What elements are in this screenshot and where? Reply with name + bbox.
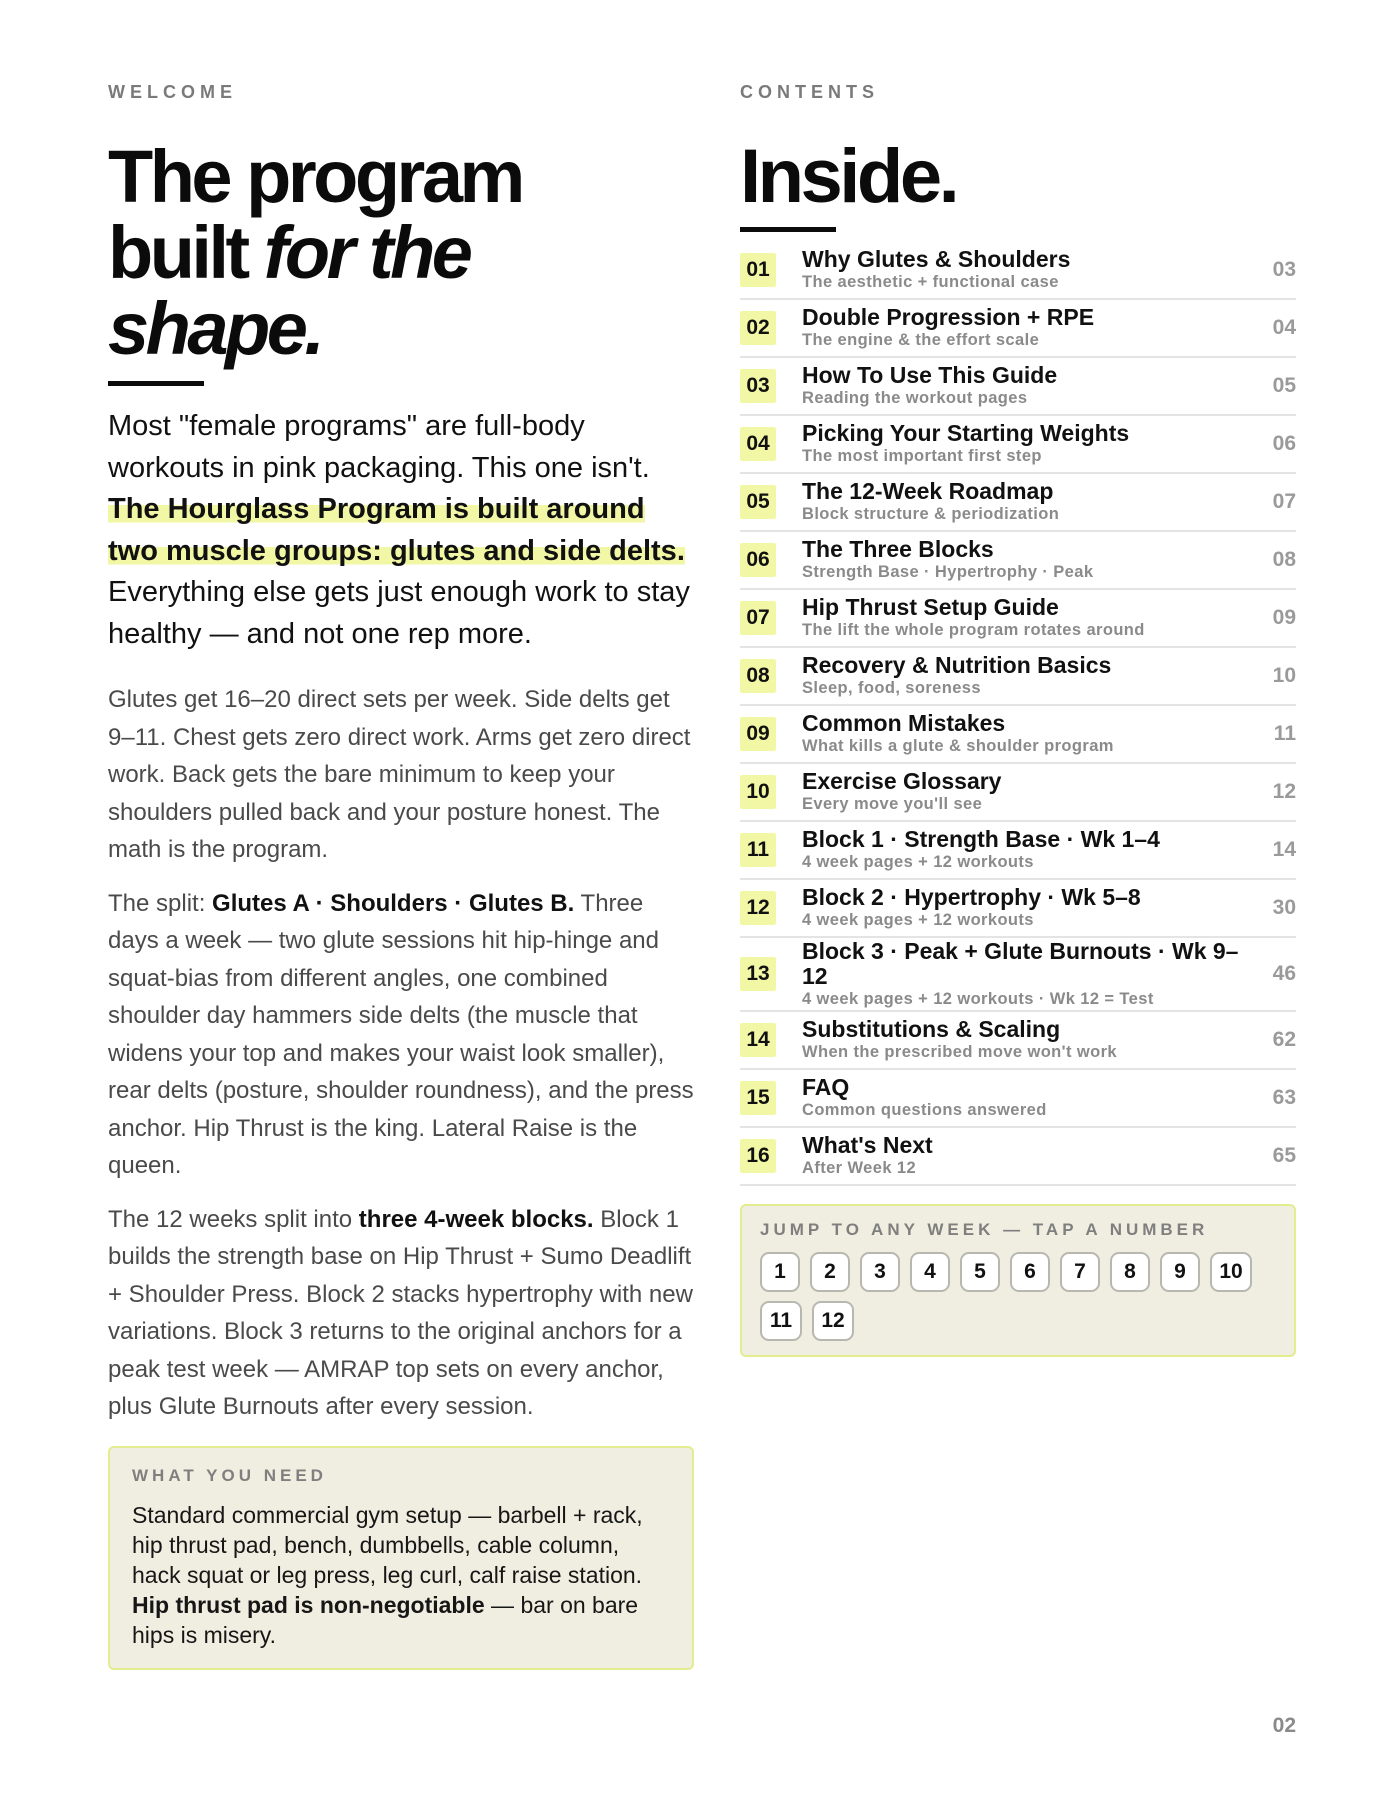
- blocks-lead: The 12 weeks split into: [108, 1205, 359, 1233]
- hero-divider: [108, 381, 204, 386]
- toc-item-subtitle: Block structure & periodization: [802, 505, 1060, 523]
- toc-item-subtitle: Sleep, food, soreness: [802, 679, 981, 697]
- need-text-tail: — bar on bare hips is misery.: [132, 1591, 639, 1648]
- split-bold: Glutes A · Shoulders · Glutes B.: [212, 889, 575, 917]
- toc-item-text: [802, 595, 1240, 641]
- toc-item-title: Why Glutes & Shoulders: [802, 246, 1071, 272]
- lead-text-2: Everything else gets just enough work to stay healthy — and not one rep more.: [108, 576, 690, 650]
- toc-item-page: 06: [1272, 432, 1296, 455]
- toc-item-number: 06: [740, 543, 776, 577]
- toc-item[interactable]: [740, 880, 1296, 938]
- body-paragraph-sets: Glutes get 16–20 direct sets per week. Side delts get 9–11. Chest gets zero direct work. Arms get zero direct work. Back gets the bare minimum to keep your shoulders pulled back and your posture honest. The math is the program.: [108, 686, 691, 863]
- toc-item-number: 04: [740, 427, 776, 461]
- week-8-button[interactable]: 8: [1110, 1252, 1150, 1292]
- toc-item[interactable]: [740, 938, 1296, 1012]
- toc-item[interactable]: [740, 474, 1296, 532]
- toc-item-page: 10: [1272, 664, 1296, 687]
- toc-item-number: 14: [740, 1023, 776, 1057]
- hero-line-2a: built: [108, 211, 264, 294]
- toc-item-page: 08: [1272, 548, 1296, 571]
- toc-item-text: [802, 885, 1240, 931]
- table-of-contents: [740, 242, 1296, 1186]
- toc-item-text: [802, 827, 1240, 873]
- toc-item-number: 02: [740, 311, 776, 345]
- week-9-button[interactable]: 9: [1160, 1252, 1200, 1292]
- lead-text-1: Most "female programs" are full-body workouts in pink packaging. This one isn't.: [108, 410, 650, 484]
- toc-item-number: 03: [740, 369, 776, 403]
- toc-item-page: 07: [1272, 490, 1296, 513]
- toc-item-title: Double Progression + RPE: [802, 304, 1095, 330]
- toc-item-title: Picking Your Starting Weights: [802, 420, 1130, 446]
- toc-item-text: [802, 479, 1240, 525]
- split-rest: Three days a week — two glute sessions hit hip-hinge and squat-bias from different angles, one combined shoulder day hammers side delts (the muscle that widens your top and makes your waist look smaller), rear delts (posture, shoulder roundness), and the press anchor. Hip Thrust is the king. Lateral Raise is the queen.: [108, 889, 694, 1179]
- week-11-button[interactable]: 11: [760, 1301, 802, 1341]
- toc-item[interactable]: [740, 532, 1296, 590]
- toc-item-page: 11: [1273, 722, 1296, 745]
- toc-item[interactable]: [740, 1070, 1296, 1128]
- toc-item-number: 08: [740, 659, 776, 693]
- hero-headline: [108, 135, 694, 370]
- toc-item-subtitle: Every move you'll see: [802, 795, 983, 813]
- week-5-button[interactable]: 5: [960, 1252, 1000, 1292]
- toc-item-title: Hip Thrust Setup Guide: [802, 594, 1059, 620]
- jump-to-week-box: [740, 1204, 1296, 1357]
- toc-item-number: 15: [740, 1081, 776, 1115]
- week-10-button[interactable]: 10: [1210, 1252, 1252, 1292]
- jump-eyebrow: JUMP TO ANY WEEK — TAP A NUMBER: [760, 1220, 1209, 1239]
- toc-item-text: [802, 421, 1240, 467]
- hero-line-3: shape.: [108, 287, 322, 370]
- toc-item-title: The Three Blocks: [802, 536, 994, 562]
- toc-item-subtitle: The engine & the effort scale: [802, 331, 1040, 349]
- toc-item-title: Block 1 · Strength Base · Wk 1–4: [802, 826, 1160, 852]
- toc-item-text: [802, 711, 1240, 757]
- toc-item[interactable]: [740, 822, 1296, 880]
- toc-item-text: [802, 939, 1240, 1010]
- toc-item-title: The 12-Week Roadmap: [802, 478, 1054, 504]
- toc-item-number: 07: [740, 601, 776, 635]
- toc-item-text: [802, 363, 1240, 409]
- what-you-need-box: [108, 1446, 694, 1670]
- toc-item-number: 09: [740, 717, 776, 751]
- toc-item-number: 10: [740, 775, 776, 809]
- toc-item-text: [802, 1075, 1240, 1121]
- what-you-need-text: [132, 1500, 672, 1650]
- toc-item-title: Recovery & Nutrition Basics: [802, 652, 1112, 678]
- toc-item[interactable]: [740, 590, 1296, 648]
- toc-item[interactable]: [740, 416, 1296, 474]
- toc-item[interactable]: [740, 648, 1296, 706]
- toc-item-page: 04: [1272, 316, 1296, 339]
- toc-item-subtitle: The most important first step: [802, 447, 1042, 465]
- toc-item-number: 01: [740, 253, 776, 287]
- page-number: 02: [1272, 1714, 1296, 1737]
- contents-title: Inside.: [740, 134, 957, 219]
- week-12-button[interactable]: 12: [812, 1301, 854, 1341]
- toc-item-text: [802, 537, 1240, 583]
- toc-item-text: [802, 769, 1240, 815]
- what-you-need-eyebrow: WHAT YOU NEED: [132, 1465, 327, 1485]
- week-2-button[interactable]: 2: [810, 1252, 850, 1292]
- toc-item-page: 05: [1272, 374, 1296, 397]
- toc-item-page: 65: [1272, 1144, 1296, 1167]
- contents-column: [740, 82, 1296, 1357]
- welcome-column: [108, 82, 694, 1670]
- toc-item-page: 30: [1272, 896, 1296, 919]
- toc-item-title: How To Use This Guide: [802, 362, 1058, 388]
- toc-item-title: Common Mistakes: [802, 710, 1006, 736]
- toc-item-title: FAQ: [802, 1074, 850, 1100]
- toc-item-text: [802, 305, 1240, 351]
- blocks-rest: Block 1 builds the strength base on Hip Thrust + Sumo Deadlift + Shoulder Press. Block 2 stacks hypertrophy with new variations. Block 3 returns to the original anchors for a peak test week — AMRAP top sets on every anchor, plus Glute Burnouts after every session.: [108, 1205, 693, 1420]
- toc-item-page: 09: [1272, 606, 1296, 629]
- toc-item-title: What's Next: [802, 1132, 933, 1158]
- toc-item[interactable]: [740, 300, 1296, 358]
- week-1-button[interactable]: 1: [760, 1252, 800, 1292]
- toc-item-number: 05: [740, 485, 776, 519]
- toc-item-subtitle: 4 week pages + 12 workouts: [802, 853, 1034, 871]
- blocks-bold: three 4-week blocks.: [358, 1205, 594, 1233]
- toc-item-subtitle: What kills a glute & shoulder program: [802, 737, 1114, 755]
- toc-item-subtitle: After Week 12: [802, 1159, 917, 1177]
- toc-item-subtitle: Reading the workout pages: [802, 389, 1028, 407]
- toc-item-title: Substitutions & Scaling: [802, 1016, 1061, 1042]
- split-lead: The split:: [108, 889, 213, 917]
- welcome-eyebrow: WELCOME: [108, 82, 237, 102]
- toc-item[interactable]: [740, 358, 1296, 416]
- week-6-button[interactable]: 6: [1010, 1252, 1050, 1292]
- contents-divider: [740, 227, 836, 232]
- hero-line-2b: for the: [263, 211, 470, 294]
- body-paragraph-split: [108, 885, 694, 1185]
- toc-item-subtitle: The lift the whole program rotates around: [802, 621, 1145, 639]
- toc-item-subtitle: 4 week pages + 12 workouts · Wk 12 = Test: [802, 989, 1154, 1008]
- toc-item-subtitle: Common questions answered: [802, 1101, 1047, 1119]
- week-4-button[interactable]: 4: [910, 1252, 950, 1292]
- body-paragraph-blocks: [108, 1201, 694, 1426]
- toc-item-subtitle: Strength Base · Hypertrophy · Peak: [802, 563, 1094, 581]
- toc-item[interactable]: [740, 706, 1296, 764]
- toc-item-title: Exercise Glossary: [802, 768, 1002, 794]
- need-text-main: Standard commercial gym setup — barbell + rack, hip thrust pad, bench, dumbbells, cable column, hack squat or leg press, leg curl, calf raise station.: [132, 1501, 643, 1588]
- toc-item-text: [802, 247, 1240, 293]
- toc-item-subtitle: 4 week pages + 12 workouts: [802, 911, 1034, 929]
- toc-item-number: 16: [740, 1139, 776, 1173]
- toc-item[interactable]: [740, 242, 1296, 300]
- toc-item-page: 63: [1272, 1086, 1296, 1109]
- week-7-button[interactable]: 7: [1060, 1252, 1100, 1292]
- toc-item[interactable]: [740, 1128, 1296, 1186]
- toc-item-title: Block 3 · Peak + Glute Burnouts · Wk 9–12: [802, 937, 1239, 989]
- lead-paragraph: [108, 406, 694, 655]
- week-3-button[interactable]: 3: [860, 1252, 900, 1292]
- toc-item-title: Block 2 · Hypertrophy · Wk 5–8: [802, 884, 1141, 910]
- toc-item-page: 12: [1272, 780, 1296, 803]
- need-text-bold: Hip thrust pad is non-negotiable: [132, 1591, 485, 1618]
- toc-item-number: 11: [740, 833, 776, 867]
- toc-item[interactable]: [740, 764, 1296, 822]
- week-buttons: [760, 1252, 1280, 1341]
- hero-line-1: The program: [108, 135, 522, 218]
- toc-item-text: [802, 1017, 1240, 1063]
- toc-item-page: 46: [1272, 962, 1296, 985]
- lead-highlight: The Hourglass Program is built around two muscle groups: glutes and side delts.: [108, 493, 685, 567]
- toc-item-number: 12: [740, 891, 776, 925]
- toc-item-page: 62: [1272, 1028, 1296, 1051]
- toc-item-page: 14: [1272, 838, 1296, 861]
- toc-item-number: 13: [740, 957, 776, 991]
- toc-item-subtitle: When the prescribed move won't work: [802, 1043, 1117, 1061]
- toc-item-text: [802, 653, 1240, 699]
- toc-item-page: 03: [1272, 258, 1296, 281]
- toc-item-text: [802, 1133, 1240, 1179]
- toc-item[interactable]: [740, 1012, 1296, 1070]
- contents-eyebrow: CONTENTS: [740, 82, 879, 102]
- toc-item-subtitle: The aesthetic + functional case: [802, 273, 1059, 291]
